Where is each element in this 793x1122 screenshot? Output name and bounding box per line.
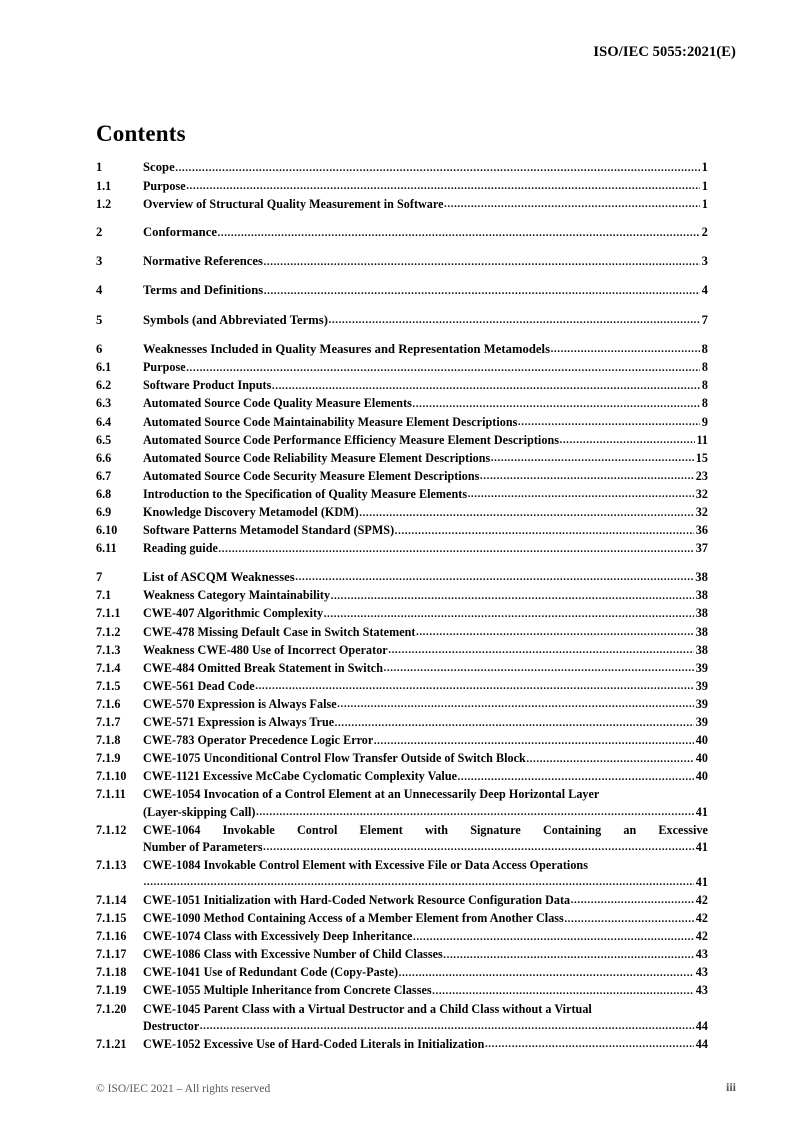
toc-entry-number: 7.1.1	[96, 606, 121, 621]
toc-entry-page: 36	[695, 523, 708, 538]
toc-entry-page: 41	[695, 839, 708, 854]
toc-entry-title: CWE-1074 Class with Excessively Deep Inheritance	[143, 929, 413, 944]
toc-dot-leader	[272, 378, 701, 395]
toc-dot-leader	[218, 541, 694, 558]
toc-dot-leader	[413, 929, 694, 946]
toc-dot-leader	[295, 569, 694, 587]
toc-dot-leader	[384, 660, 695, 677]
toc-entry[interactable]	[96, 910, 708, 928]
toc-entry-title: Software Product Inputs	[143, 378, 272, 393]
toc-entry[interactable]	[96, 822, 708, 857]
toc-entry-body	[143, 750, 708, 768]
toc-entry-page: 38	[695, 569, 708, 584]
toc-entry-page: 41	[695, 804, 708, 819]
toc-entry-title: CWE-561 Dead Code	[143, 678, 255, 693]
toc-entry-page: 15	[695, 450, 708, 465]
toc-dot-leader	[186, 178, 700, 195]
toc-entry-page: 38	[695, 588, 708, 603]
toc-entry-page: 1	[701, 178, 708, 193]
toc-entry-title-line2: (Layer-skipping Call)	[143, 804, 256, 819]
toc-entry-number: 6.4	[96, 414, 112, 429]
toc-dot-leader	[564, 911, 694, 928]
toc-entry-body	[143, 660, 708, 678]
toc-dot-leader	[526, 751, 694, 768]
toc-dot-leader	[335, 715, 695, 732]
toc-entry-line	[96, 857, 708, 874]
toc-entry-body	[143, 928, 708, 946]
toc-entry-title: Conformance	[143, 225, 217, 240]
toc-entry-title: Purpose	[143, 178, 186, 193]
toc-entry-number: 2	[96, 225, 103, 240]
toc-entry-number: 7.1.4	[96, 660, 121, 675]
toc-entry[interactable]	[96, 982, 708, 1000]
toc-dot-leader	[359, 505, 694, 522]
toc-entry-title: Automated Source Code Security Measure Element Descriptions	[143, 468, 480, 483]
toc-title-word: an	[623, 822, 637, 837]
toc-entry-page: 42	[695, 911, 708, 926]
toc-dot-leader	[263, 839, 694, 856]
toc-entry-title: CWE-478 Missing Default Case in Switch Statement	[143, 624, 416, 639]
toc-entry-page: 39	[695, 696, 708, 711]
toc-entry-page: 1	[701, 196, 708, 211]
document-header-standard-ref: ISO/IEC 5055:2021(E)	[593, 44, 736, 60]
toc-entry-body	[143, 159, 708, 178]
toc-entry-number: 7.1.8	[96, 733, 121, 748]
toc-entry[interactable]	[96, 678, 708, 696]
toc-entry[interactable]	[96, 1036, 708, 1054]
toc-entry[interactable]	[96, 522, 708, 540]
toc-entry[interactable]	[96, 224, 708, 243]
toc-entry[interactable]	[96, 768, 708, 786]
toc-entry-body	[143, 964, 708, 982]
toc-dot-leader	[256, 804, 694, 821]
toc-entry-title: CWE-407 Algorithmic Complexity	[143, 606, 324, 621]
toc-dot-leader	[443, 947, 694, 964]
toc-entry[interactable]	[96, 714, 708, 732]
toc-entry-line	[96, 786, 708, 803]
toc-entry-number: 7.1.2	[96, 624, 121, 639]
toc-entry-title: Introduction to the Specification of Quality Measure Elements	[143, 486, 468, 501]
toc-dot-leader	[324, 606, 695, 623]
toc-entry-body	[143, 605, 708, 623]
toc-entry-title-line2: Destructor	[143, 1018, 200, 1033]
toc-entry-title: Symbols (and Abbreviated Terms)	[143, 312, 329, 327]
table-of-contents	[96, 159, 708, 1054]
toc-entry-number: 6.8	[96, 486, 112, 501]
toc-entry-number: 7.1.6	[96, 696, 121, 711]
toc-entry-body	[143, 359, 708, 377]
toc-entry-number: 7.1.9	[96, 751, 121, 766]
toc-dot-leader	[395, 523, 695, 540]
toc-entry[interactable]	[96, 359, 708, 377]
toc-entry-page: 38	[695, 624, 708, 639]
toc-entry-page: 44	[695, 1036, 708, 1051]
toc-entry-body	[143, 624, 708, 642]
toc-entry-line	[96, 822, 708, 839]
toc-entry-title: Reading guide	[143, 541, 218, 556]
toc-entry-title: Weakness CWE-480 Use of Incorrect Operator	[143, 642, 388, 657]
toc-entry-title: Automated Source Code Performance Efficiency Measure Element Descriptions	[143, 432, 559, 447]
toc-dot-leader	[388, 642, 694, 659]
toc-entry-page: 9	[701, 414, 708, 429]
toc-entry-page: 42	[695, 892, 708, 907]
toc-entry[interactable]	[96, 857, 708, 892]
toc-entry-body	[143, 892, 708, 910]
toc-entry[interactable]	[96, 964, 708, 982]
toc-entry-body	[143, 1036, 708, 1054]
toc-entry-page: 1	[701, 160, 708, 174]
toc-entry-title-line1: CWE-1084 Invokable Control Element with Excessive File or Data Access Operations	[143, 857, 588, 872]
toc-entry-title: Purpose	[143, 360, 186, 375]
toc-entry-page: 8	[701, 341, 708, 356]
toc-entry-body	[143, 569, 708, 588]
toc-entry-page: 39	[695, 678, 708, 693]
toc-entry-page: 4	[701, 283, 708, 298]
toc-entry-number: 7.1.16	[96, 929, 127, 944]
toc-entry-title: CWE-570 Expression is Always False	[143, 696, 337, 711]
toc-entry-body	[143, 946, 708, 964]
toc-entry-page: 37	[695, 541, 708, 556]
toc-entry-number: 6.11	[96, 541, 117, 556]
toc-entry-title: Automated Source Code Maintainability Measure Element Descriptions	[143, 414, 518, 429]
toc-entry-page: 8	[701, 396, 708, 411]
toc-entry-number: 6	[96, 341, 103, 356]
toc-entry[interactable]	[96, 395, 708, 413]
toc-dot-leader	[444, 196, 700, 213]
toc-entry-page: 8	[701, 378, 708, 393]
toc-entry[interactable]	[96, 732, 708, 750]
toc-title-word: Control	[296, 822, 338, 837]
toc-entry[interactable]	[96, 341, 708, 360]
toc-dot-leader	[468, 486, 695, 503]
toc-dot-leader	[175, 160, 700, 178]
toc-entry-number: 1	[96, 160, 103, 174]
toc-entry-page: 11	[696, 432, 708, 447]
toc-entry-body	[143, 982, 708, 1000]
toc-entry-title: CWE-1121 Excessive McCabe Cyclomatic Complexity Value	[143, 769, 458, 784]
toc-entry-title-line1: CWE-1045 Parent Class with a Virtual Destructor and a Child Class without a Virtual	[143, 1001, 592, 1016]
toc-entry[interactable]	[96, 540, 708, 558]
toc-entry[interactable]	[96, 1001, 708, 1036]
toc-entry-body	[143, 732, 708, 750]
toc-entry-number: 7.1.19	[96, 983, 127, 998]
toc-title-word: Excessive	[658, 822, 708, 837]
toc-title-word: with	[425, 822, 449, 837]
page-title: Contents	[96, 121, 186, 147]
toc-entry[interactable]	[96, 312, 708, 331]
footer-copyright: © ISO/IEC 2021 – All rights reserved	[96, 1083, 271, 1095]
toc-entry-title: CWE-484 Omitted Break Statement in Switch	[143, 660, 383, 675]
toc-entry-page: 38	[695, 642, 708, 657]
toc-entry-body	[143, 253, 708, 272]
toc-entry-number: 5	[96, 312, 103, 327]
toc-entry-number: 7.1.3	[96, 642, 121, 657]
toc-entry-number: 7.1.15	[96, 911, 127, 926]
toc-entry-page: 38	[695, 606, 708, 621]
toc-entry-body	[143, 450, 708, 468]
toc-entry-body	[143, 312, 708, 331]
toc-entry-page: 40	[695, 769, 708, 784]
toc-entry-title: Normative References	[143, 254, 264, 269]
toc-entry-title: CWE-1055 Multiple Inheritance from Concrete Classes	[143, 983, 432, 998]
toc-dot-leader	[264, 283, 700, 301]
toc-entry-number: 7.1.17	[96, 947, 127, 962]
toc-entry-number: 7.1.14	[96, 892, 127, 907]
toc-dot-leader	[559, 432, 694, 449]
toc-entry-title: Software Patterns Metamodel Standard (SPMS)	[143, 523, 395, 538]
toc-entry-number: 7.1.10	[96, 769, 127, 784]
toc-entry-body	[143, 540, 708, 558]
toc-dot-leader	[416, 624, 694, 641]
toc-entry-body	[143, 414, 708, 432]
toc-entry-number: 7.1.12	[96, 822, 127, 837]
toc-entry-number: 7.1.13	[96, 857, 127, 872]
toc-entry-number: 7.1	[96, 588, 112, 603]
toc-entry[interactable]	[96, 605, 708, 623]
toc-entry-number: 4	[96, 283, 103, 298]
toc-dot-leader	[485, 1036, 694, 1053]
toc-entry-page: 43	[695, 983, 708, 998]
toc-dot-leader	[337, 696, 694, 713]
toc-entry[interactable]	[96, 196, 708, 214]
toc-entry-title: CWE-1090 Method Containing Access of a Member Element from Another Class	[143, 911, 564, 926]
toc-entry-body	[143, 642, 708, 660]
toc-entry-title: CWE-783 Operator Precedence Logic Error	[143, 733, 374, 748]
toc-entry-line	[143, 839, 708, 857]
toc-entry-body	[143, 522, 708, 540]
footer-page-number: iii	[725, 1080, 736, 1094]
toc-entry-title: CWE-571 Expression is Always True	[143, 715, 335, 730]
toc-entry-page: 32	[695, 486, 708, 501]
toc-entry-page: 40	[695, 733, 708, 748]
toc-entry[interactable]	[96, 642, 708, 660]
toc-entry-page: 43	[695, 947, 708, 962]
toc-entry-title: CWE-1041 Use of Redundant Code (Copy-Paste)	[143, 965, 399, 980]
toc-entry[interactable]	[96, 486, 708, 504]
toc-dot-leader	[331, 588, 695, 605]
toc-entry-title: Scope	[143, 160, 175, 174]
toc-entry-number: 6.3	[96, 396, 112, 411]
toc-entry[interactable]	[96, 569, 708, 588]
toc-dot-leader	[374, 733, 694, 750]
toc-entry-number: 6.1	[96, 360, 112, 375]
toc-dot-leader	[551, 341, 701, 359]
toc-entry-title: CWE-1086 Class with Excessive Number of Child Classes	[143, 947, 443, 962]
toc-dot-leader	[480, 468, 694, 485]
toc-title-word: Signature	[470, 822, 521, 837]
toc-entry[interactable]	[96, 414, 708, 432]
toc-entry-number: 6.10	[96, 523, 118, 538]
toc-entry-title-line2: Number of Parameters	[143, 839, 263, 854]
toc-entry-title: Automated Source Code Quality Measure Elements	[143, 396, 412, 411]
toc-dot-leader	[264, 254, 701, 272]
toc-entry-title: CWE-1051 Initialization with Hard-Coded Network Resource Configuration Data	[143, 892, 571, 907]
toc-entry-body	[143, 196, 708, 214]
toc-title-word: Element	[359, 822, 403, 837]
toc-entry-body	[143, 910, 708, 928]
toc-entry-number: 7.1.11	[96, 787, 126, 802]
toc-entry-body	[143, 587, 708, 605]
toc-entry-page: 23	[695, 468, 708, 483]
toc-entry-number: 6.6	[96, 450, 112, 465]
toc-entry-body	[143, 486, 708, 504]
toc-entry-title: Automated Source Code Reliability Measure Element Descriptions	[143, 450, 491, 465]
toc-entry-page: 40	[695, 751, 708, 766]
toc-dot-leader	[186, 360, 700, 377]
toc-entry-number: 1.2	[96, 196, 112, 211]
toc-entry-page: 39	[695, 715, 708, 730]
toc-entry[interactable]	[96, 624, 708, 642]
toc-entry-number: 7.1.5	[96, 678, 121, 693]
toc-entry-number: 6.5	[96, 432, 112, 447]
toc-entry-body	[143, 377, 708, 395]
toc-entry-number: 7.1.21	[96, 1036, 127, 1051]
toc-entry-number: 6.7	[96, 468, 112, 483]
toc-entry-number: 7.1.7	[96, 715, 121, 730]
toc-entry-body	[143, 678, 708, 696]
toc-entry-page: 39	[695, 660, 708, 675]
toc-entry-page: 2	[701, 225, 708, 240]
toc-entry-number: 7.1.18	[96, 965, 127, 980]
toc-entry-title-line1: CWE-1054 Invocation of a Control Element at an Unnecessarily Deep Horizontal Layer	[143, 787, 600, 802]
toc-entry-title: Terms and Definitions	[143, 283, 264, 298]
toc-entry-title: Knowledge Discovery Metamodel (KDM)	[143, 505, 359, 519]
toc-entry-number: 1.1	[96, 178, 112, 193]
toc-entry-body	[143, 714, 708, 732]
toc-entry-body	[143, 432, 708, 450]
toc-title-word: Invokable	[222, 822, 275, 837]
toc-entry-body	[143, 696, 708, 714]
toc-entry[interactable]	[96, 432, 708, 450]
toc-entry-number: 3	[96, 254, 103, 269]
toc-entry-page: 8	[701, 360, 708, 375]
toc-entry-number: 6.2	[96, 378, 112, 393]
toc-entry-number: 6.9	[96, 505, 112, 519]
toc-dot-leader	[491, 450, 695, 467]
toc-entry-title: CWE-1075 Unconditional Control Flow Transfer Outside of Switch Block	[143, 751, 526, 766]
toc-entry[interactable]	[96, 696, 708, 714]
toc-entry-title: CWE-1052 Excessive Use of Hard-Coded Literals in Initialization	[143, 1036, 485, 1051]
toc-entry-body	[143, 395, 708, 413]
toc-entry[interactable]	[96, 946, 708, 964]
toc-entry-body	[143, 224, 708, 243]
toc-entry-body	[143, 468, 708, 486]
toc-entry[interactable]	[96, 750, 708, 768]
toc-dot-leader	[458, 769, 695, 786]
toc-title-word: CWE-1064	[143, 822, 201, 837]
toc-entry[interactable]	[96, 892, 708, 910]
toc-dot-leader	[144, 874, 695, 891]
toc-entry[interactable]	[96, 450, 708, 468]
toc-dot-leader	[571, 892, 695, 909]
toc-dot-leader	[329, 312, 701, 330]
toc-entry[interactable]	[96, 282, 708, 301]
toc-entry[interactable]	[96, 159, 708, 178]
toc-entry-body	[143, 768, 708, 786]
toc-entry-title: List of ASCQM Weaknesses	[143, 569, 295, 584]
toc-dot-leader	[399, 965, 695, 982]
toc-dot-leader	[218, 225, 701, 243]
toc-entry-title: Overview of Structural Quality Measurement in Software	[143, 196, 444, 211]
toc-dot-leader	[255, 678, 694, 695]
toc-entry-page: 42	[695, 929, 708, 944]
toc-dot-leader	[432, 983, 694, 1000]
toc-entry-body	[143, 282, 708, 301]
toc-entry-number: 7	[96, 569, 103, 584]
toc-entry-page: 41	[695, 874, 708, 889]
toc-entry-line	[96, 1001, 708, 1018]
toc-entry-number: 7.1.20	[96, 1001, 127, 1016]
toc-entry[interactable]	[96, 587, 708, 605]
toc-entry[interactable]	[96, 928, 708, 946]
toc-entry-body	[143, 341, 708, 360]
toc-entry-page: 32	[695, 505, 708, 519]
toc-entry-line	[143, 804, 708, 822]
toc-entry-title-line1	[143, 822, 708, 839]
toc-entry-page: 44	[695, 1018, 708, 1033]
toc-entry-body	[143, 178, 708, 196]
toc-entry[interactable]	[96, 504, 708, 522]
toc-entry-line	[143, 1018, 708, 1036]
toc-entry-page: 3	[701, 254, 708, 269]
toc-dot-leader	[200, 1018, 695, 1035]
toc-entry-line	[143, 874, 708, 892]
toc-entry[interactable]	[96, 660, 708, 678]
toc-entry-body	[143, 504, 708, 522]
toc-title-word: Containing	[542, 822, 602, 837]
toc-entry-title: Weakness Category Maintainability	[143, 588, 331, 603]
toc-dot-leader	[518, 414, 701, 431]
toc-entry[interactable]	[96, 786, 708, 821]
toc-entry-page: 43	[695, 965, 708, 980]
toc-entry[interactable]	[96, 468, 708, 486]
toc-dot-leader	[412, 396, 700, 413]
toc-entry[interactable]	[96, 178, 708, 196]
toc-entry[interactable]	[96, 377, 708, 395]
toc-entry-page: 7	[701, 312, 708, 327]
toc-entry[interactable]	[96, 253, 708, 272]
toc-entry-title: Weaknesses Included in Quality Measures and Representation Metamodels	[143, 341, 551, 356]
